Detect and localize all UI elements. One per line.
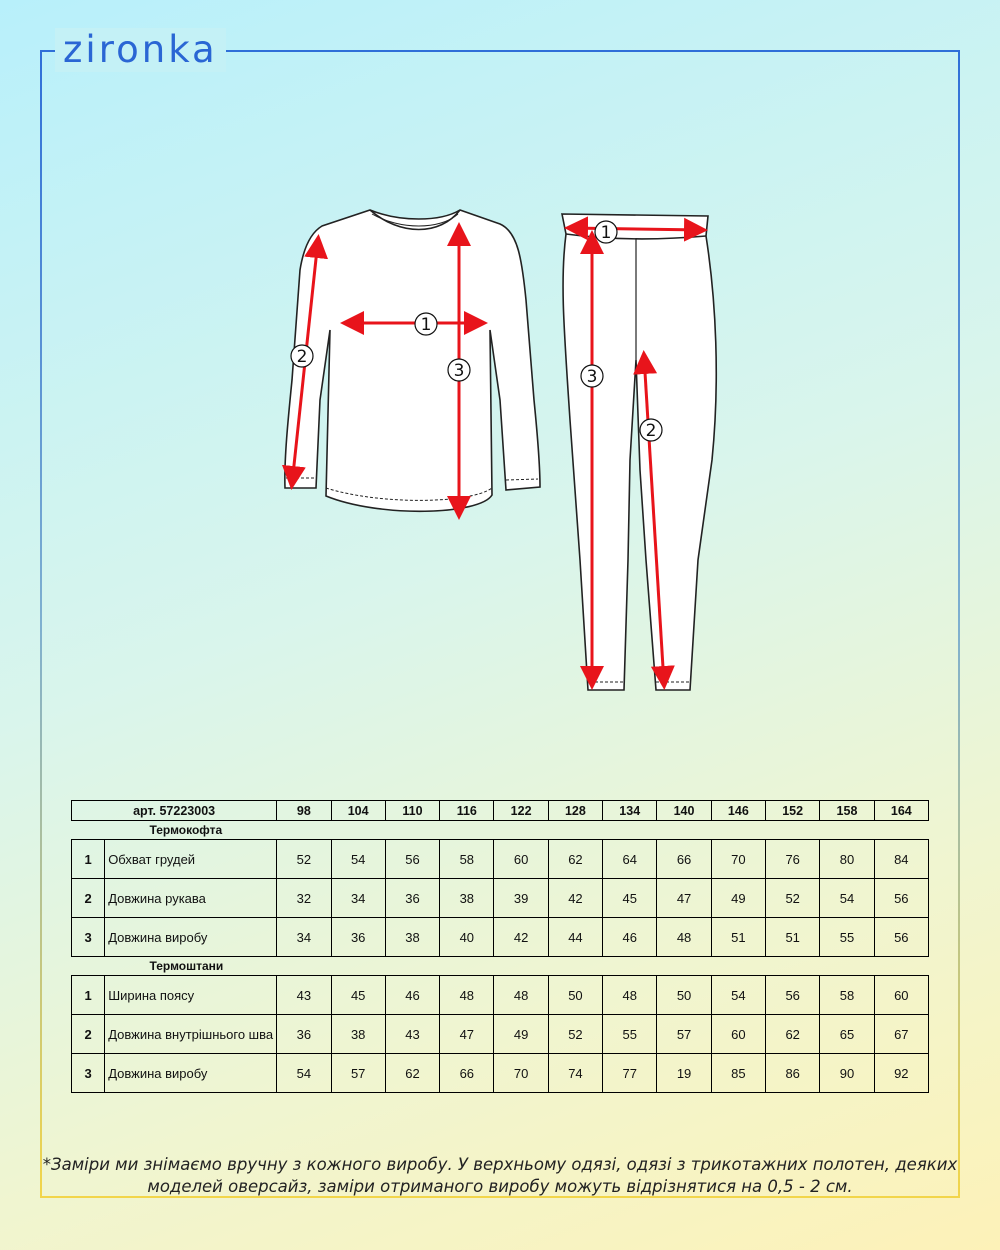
table-row [72,840,929,879]
table-cell: 49 [494,1015,548,1054]
size-header: 122 [494,801,548,821]
section-title: Термоштани [149,959,224,973]
table-cell: 46 [603,918,657,957]
table-cell: 58 [820,976,874,1015]
size-table [71,800,929,1093]
row-label: Довжина виробу [105,1054,277,1093]
table-cell: 54 [820,879,874,918]
row-label: Ширина поясу [105,976,277,1015]
table-row [72,879,929,918]
table-cell: 90 [820,1054,874,1093]
size-header: 146 [711,801,765,821]
table-cell: 56 [874,879,928,918]
pants-marker-2: 2 [645,421,657,441]
row-number: 2 [72,1015,105,1054]
table-cell: 84 [874,840,928,879]
size-header: 134 [603,801,657,821]
top-marker-3: 3 [453,361,465,381]
table-cell: 65 [820,1015,874,1054]
table-cell: 62 [766,1015,820,1054]
table-cell: 34 [331,879,385,918]
thermal-top-drawing [285,210,540,511]
table-row [72,976,929,1015]
table-cell: 36 [385,879,439,918]
table-cell: 54 [711,976,765,1015]
top-marker-2: 2 [296,347,308,367]
thermal-pants-drawing [562,214,716,690]
table-cell: 70 [494,1054,548,1093]
table-cell: 86 [766,1054,820,1093]
size-header: 110 [385,801,439,821]
table-cell: 50 [657,976,711,1015]
table-row [72,918,929,957]
table-cell: 52 [277,840,331,879]
size-header: 128 [548,801,602,821]
size-header: 140 [657,801,711,821]
table-cell: 44 [548,918,602,957]
table-cell: 56 [874,918,928,957]
section-title-row [72,957,929,976]
table-header-row [72,801,929,821]
row-number: 3 [72,1054,105,1093]
row-label: Довжина рукава [105,879,277,918]
table-cell: 36 [331,918,385,957]
table-cell: 47 [657,879,711,918]
table-cell: 42 [548,879,602,918]
table-row [72,1015,929,1054]
size-header: 104 [331,801,385,821]
table-cell: 92 [874,1054,928,1093]
table-cell: 49 [711,879,765,918]
table-cell: 47 [440,1015,494,1054]
row-label: Довжина виробу [105,918,277,957]
table-cell: 55 [603,1015,657,1054]
size-header: 152 [766,801,820,821]
table-cell: 43 [385,1015,439,1054]
table-cell: 48 [603,976,657,1015]
measurement-note: *Заміри ми знімаємо вручну з кожного виробу. У верхньому одязі, одязі з трикотажних полотен, деяких моделей оверсайз, заміри отриманого виробу можуть відрізнятися на 0,5 - 2 см. [42,1155,958,1196]
brand-logo: zironka [55,28,226,72]
table-cell: 19 [657,1054,711,1093]
table-cell: 62 [385,1054,439,1093]
table-cell: 56 [385,840,439,879]
table-cell: 77 [603,1054,657,1093]
table-cell: 43 [277,976,331,1015]
table-cell: 34 [277,918,331,957]
table-cell: 67 [874,1015,928,1054]
size-header: 164 [874,801,928,821]
table-cell: 52 [766,879,820,918]
table-cell: 39 [494,879,548,918]
top-marker-1: 1 [420,315,432,335]
pants-marker-3: 3 [586,367,598,387]
table-cell: 45 [331,976,385,1015]
table-cell: 51 [766,918,820,957]
table-cell: 50 [548,976,602,1015]
table-cell: 57 [657,1015,711,1054]
table-cell: 42 [494,918,548,957]
table-cell: 85 [711,1054,765,1093]
table-cell: 60 [711,1015,765,1054]
table-cell: 48 [440,976,494,1015]
table-cell: 66 [440,1054,494,1093]
row-label: Обхват грудей [105,840,277,879]
table-cell: 46 [385,976,439,1015]
table-cell: 62 [548,840,602,879]
table-cell: 60 [494,840,548,879]
size-header: 98 [277,801,331,821]
row-label: Довжина внутрішнього шва [105,1015,277,1054]
row-number: 1 [72,976,105,1015]
table-cell: 66 [657,840,711,879]
table-cell: 38 [440,879,494,918]
pants-marker-1: 1 [600,223,612,243]
table-cell: 45 [603,879,657,918]
row-number: 1 [72,840,105,879]
table-cell: 54 [277,1054,331,1093]
table-cell: 54 [331,840,385,879]
table-cell: 51 [711,918,765,957]
table-cell: 70 [711,840,765,879]
size-header: 158 [820,801,874,821]
table-cell: 56 [766,976,820,1015]
table-cell: 36 [277,1015,331,1054]
table-cell: 38 [331,1015,385,1054]
table-cell: 55 [820,918,874,957]
table-cell: 32 [277,879,331,918]
size-header: 116 [440,801,494,821]
table-cell: 48 [494,976,548,1015]
section-title-row [72,821,929,840]
table-cell: 64 [603,840,657,879]
article-number: арт. 57223003 [72,801,277,821]
section-title: Термокофта [149,823,223,837]
table-cell: 76 [766,840,820,879]
table-cell: 48 [657,918,711,957]
table-cell: 52 [548,1015,602,1054]
row-number: 3 [72,918,105,957]
table-row [72,1054,929,1093]
table-cell: 60 [874,976,928,1015]
table-cell: 57 [331,1054,385,1093]
table-cell: 38 [385,918,439,957]
row-number: 2 [72,879,105,918]
table-cell: 80 [820,840,874,879]
table-cell: 74 [548,1054,602,1093]
table-cell: 40 [440,918,494,957]
table-cell: 58 [440,840,494,879]
